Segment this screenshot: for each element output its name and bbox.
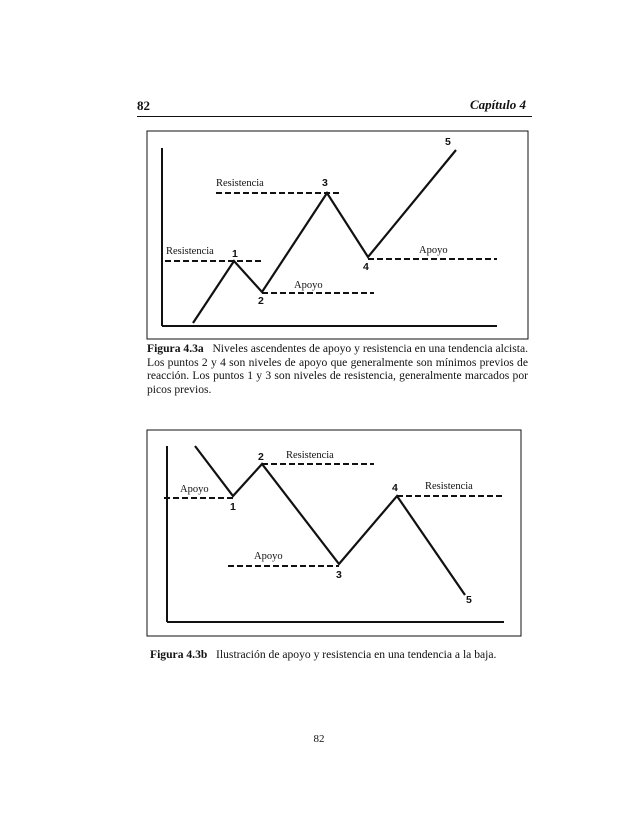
figure-a-caption-text: Niveles ascendentes de apoyo y resistencia en una tendencia alcista. Los puntos 2 y 4 son niveles de apoyo que generalmente son mínimos previos de reacción. Los puntos 1 y 3 son niveles de resistencia, generalmente marcados por picos previos. xyxy=(147,342,529,396)
figure-a-point-2: 2 xyxy=(258,295,264,307)
footer-page-number: 82 xyxy=(313,733,325,745)
figure-b-point-3: 3 xyxy=(336,569,342,581)
header-page-number: 82 xyxy=(137,98,150,113)
figure-a-price-line xyxy=(193,150,456,323)
figure-a-label-resistance-high: Resistencia xyxy=(216,178,264,189)
figure-b-caption xyxy=(150,648,530,662)
header-chapter-title: Capítulo 4 xyxy=(470,97,526,112)
figure-b-frame xyxy=(147,430,521,636)
figure-a-caption-label: Figura 4.3a xyxy=(147,342,204,355)
figure-a-point-3: 3 xyxy=(322,177,328,189)
figure-b-caption-text: Ilustración de apoyo y resistencia en una tendencia a la baja. xyxy=(216,648,497,661)
figure-b-label-resistance-right: Resistencia xyxy=(425,481,473,492)
figure-a-point-5: 5 xyxy=(445,136,451,148)
figure-a-label-support-right: Apoyo xyxy=(419,245,448,256)
figure-b-label-support-low: Apoyo xyxy=(254,551,283,562)
figure-a-point-1: 1 xyxy=(232,248,238,260)
figure-b-point-2: 2 xyxy=(258,451,264,463)
figure-b-caption-label: Figura 4.3b xyxy=(150,648,208,661)
figure-b-label-support-left: Apoyo xyxy=(180,484,209,495)
figure-b-label-resistance-top: Resistencia xyxy=(286,450,334,461)
figure-a-caption xyxy=(147,342,528,396)
figure-b-point-4: 4 xyxy=(392,482,398,494)
figure-b-point-1: 1 xyxy=(230,501,236,513)
figure-b-point-5: 5 xyxy=(466,594,472,606)
figure-a-label-resistance-low: Resistencia xyxy=(166,246,214,257)
figure-b-price-line xyxy=(195,446,465,595)
figure-a-label-support-mid: Apoyo xyxy=(294,280,323,291)
figure-a-point-4: 4 xyxy=(363,261,369,273)
